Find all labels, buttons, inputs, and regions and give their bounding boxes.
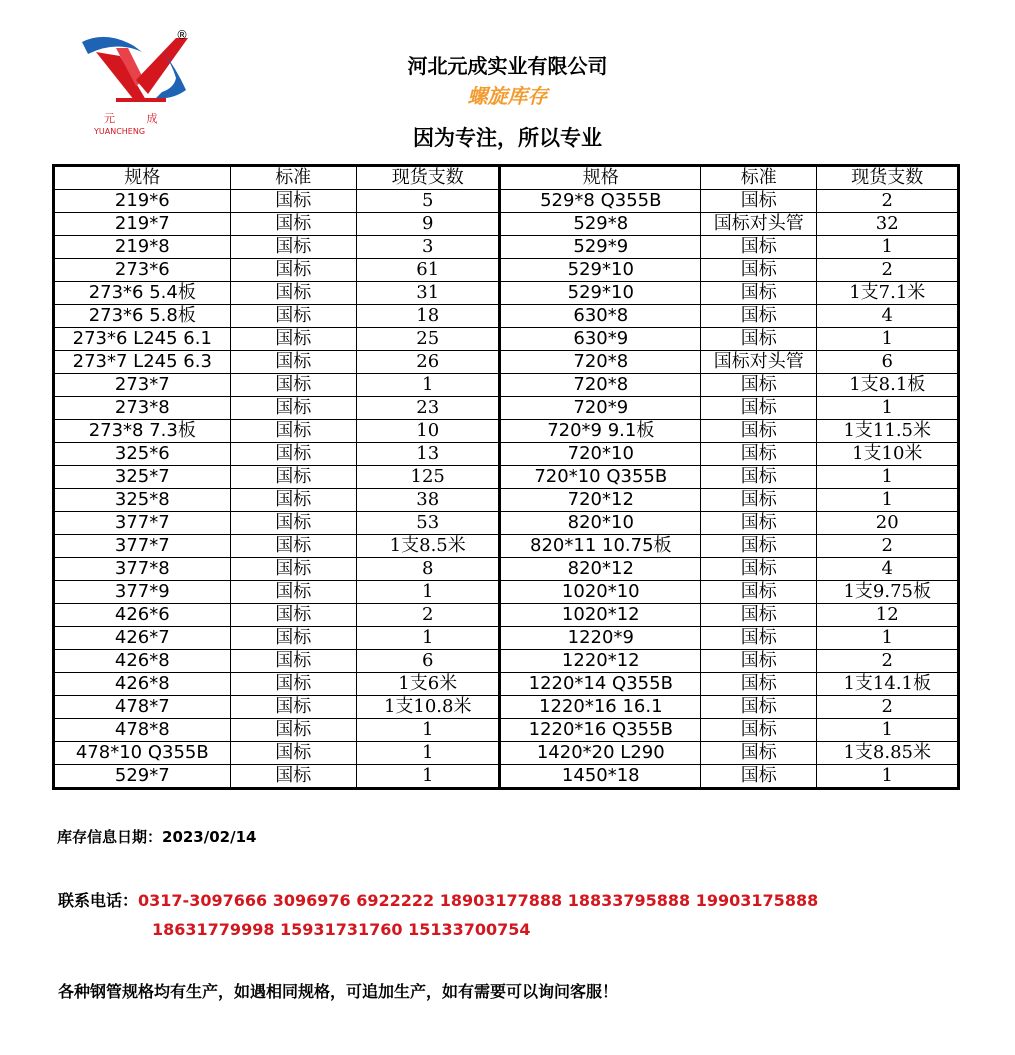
cell-stock: 31 xyxy=(356,282,499,305)
table-row xyxy=(54,650,959,673)
cell-standard: 国标 xyxy=(701,558,817,581)
table-row xyxy=(54,259,959,282)
cell-standard: 国标 xyxy=(701,581,817,604)
cell-standard: 国标 xyxy=(230,696,356,719)
cell-stock: 38 xyxy=(356,489,499,512)
cell-spec: 720*9 9.1板 xyxy=(500,420,701,443)
phone-numbers-1: 0317-3097666 3096976 6922222 18903177888 18833795888 19903175888 xyxy=(138,891,819,910)
cell-spec: 529*8 Q355B xyxy=(500,190,701,213)
cell-stock: 13 xyxy=(356,443,499,466)
cell-stock: 1 xyxy=(817,765,959,789)
cell-spec: 1220*16 Q355B xyxy=(500,719,701,742)
cell-stock: 1 xyxy=(356,581,499,604)
cell-standard: 国标 xyxy=(701,305,817,328)
cell-stock: 18 xyxy=(356,305,499,328)
cell-standard: 国标 xyxy=(230,259,356,282)
cell-standard: 国标 xyxy=(701,397,817,420)
header-stock: 现货支数 xyxy=(817,166,959,190)
table-row xyxy=(54,696,959,719)
cell-standard: 国标 xyxy=(701,443,817,466)
cell-spec: 273*8 7.3板 xyxy=(54,420,231,443)
cell-stock: 53 xyxy=(356,512,499,535)
table-row xyxy=(54,420,959,443)
inventory-date: 库存信息日期：2023/02/14 xyxy=(57,828,257,846)
cell-spec: 1220*14 Q355B xyxy=(500,673,701,696)
cell-stock: 6 xyxy=(817,351,959,374)
cell-stock: 1支10米 xyxy=(817,443,959,466)
header-spec: 规格 xyxy=(500,166,701,190)
cell-stock: 1 xyxy=(356,765,499,789)
cell-stock: 1 xyxy=(817,466,959,489)
cell-standard: 国标 xyxy=(230,581,356,604)
cell-spec: 820*12 xyxy=(500,558,701,581)
cell-stock: 4 xyxy=(817,305,959,328)
header-standard: 标准 xyxy=(230,166,356,190)
table-row xyxy=(54,742,959,765)
company-slogan: 因为专注，所以专业 xyxy=(413,125,602,150)
cell-stock: 1 xyxy=(817,719,959,742)
cell-stock: 20 xyxy=(817,512,959,535)
cell-spec: 426*6 xyxy=(54,604,231,627)
cell-spec: 426*7 xyxy=(54,627,231,650)
cell-standard: 国标 xyxy=(701,650,817,673)
table-row xyxy=(54,512,959,535)
cell-standard: 国标 xyxy=(230,489,356,512)
registered-mark: ® xyxy=(176,28,188,42)
cell-spec: 273*7 L245 6.3 xyxy=(54,351,231,374)
cell-spec: 529*9 xyxy=(500,236,701,259)
cell-spec: 529*10 xyxy=(500,259,701,282)
cell-standard: 国标 xyxy=(230,213,356,236)
cell-spec: 720*10 Q355B xyxy=(500,466,701,489)
cell-spec: 630*9 xyxy=(500,328,701,351)
table-row xyxy=(54,190,959,213)
cell-standard: 国标 xyxy=(701,282,817,305)
cell-spec: 325*6 xyxy=(54,443,231,466)
table-row xyxy=(54,328,959,351)
cell-stock: 1 xyxy=(356,627,499,650)
cell-stock: 125 xyxy=(356,466,499,489)
cell-standard: 国标 xyxy=(230,765,356,789)
cell-standard: 国标 xyxy=(230,719,356,742)
cell-spec: 529*10 xyxy=(500,282,701,305)
cell-standard: 国标 xyxy=(701,627,817,650)
cell-standard: 国标 xyxy=(701,535,817,558)
table-row xyxy=(54,489,959,512)
cell-stock: 1支14.1板 xyxy=(817,673,959,696)
cell-stock: 1 xyxy=(356,374,499,397)
cell-stock: 1支9.75板 xyxy=(817,581,959,604)
cell-spec: 478*10 Q355B xyxy=(54,742,231,765)
table-row xyxy=(54,374,959,397)
cell-spec: 478*7 xyxy=(54,696,231,719)
cell-spec: 720*9 xyxy=(500,397,701,420)
cell-spec: 273*6 5.4板 xyxy=(54,282,231,305)
cell-standard: 国标 xyxy=(701,512,817,535)
cell-stock: 2 xyxy=(817,190,959,213)
cell-spec: 219*8 xyxy=(54,236,231,259)
cell-stock: 6 xyxy=(356,650,499,673)
cell-spec: 1220*12 xyxy=(500,650,701,673)
table-body xyxy=(54,190,959,789)
table-row xyxy=(54,765,959,789)
cell-stock: 2 xyxy=(817,535,959,558)
cell-spec: 1220*16 16.1 xyxy=(500,696,701,719)
cell-spec: 720*8 xyxy=(500,374,701,397)
table-row xyxy=(54,604,959,627)
cell-stock: 1支6米 xyxy=(356,673,499,696)
cell-standard: 国标 xyxy=(230,742,356,765)
cell-stock: 1 xyxy=(817,328,959,351)
table-row xyxy=(54,581,959,604)
cell-stock: 26 xyxy=(356,351,499,374)
cell-standard: 国标 xyxy=(701,696,817,719)
cell-spec: 273*7 xyxy=(54,374,231,397)
cell-standard: 国标 xyxy=(230,328,356,351)
cell-stock: 1 xyxy=(356,719,499,742)
table-row xyxy=(54,535,959,558)
cell-stock: 32 xyxy=(817,213,959,236)
cell-standard: 国标 xyxy=(230,420,356,443)
contact-line-1 xyxy=(58,888,818,911)
cell-standard: 国标对头管 xyxy=(701,351,817,374)
table-header-row xyxy=(54,166,959,190)
logo-chinese-name: 元 成 xyxy=(104,112,172,125)
cell-spec: 529*7 xyxy=(54,765,231,789)
cell-standard: 国标 xyxy=(230,604,356,627)
cell-spec: 273*6 L245 6.1 xyxy=(54,328,231,351)
logo-english-name: YUANCHENG xyxy=(94,127,146,136)
cell-spec: 1020*10 xyxy=(500,581,701,604)
cell-standard: 国标 xyxy=(230,627,356,650)
cell-stock: 10 xyxy=(356,420,499,443)
table-row xyxy=(54,282,959,305)
cell-spec: 273*6 xyxy=(54,259,231,282)
cell-spec: 1450*18 xyxy=(500,765,701,789)
cell-stock: 25 xyxy=(356,328,499,351)
cell-standard: 国标 xyxy=(230,535,356,558)
cell-standard: 国标 xyxy=(230,190,356,213)
cell-stock: 8 xyxy=(356,558,499,581)
cell-spec: 1020*12 xyxy=(500,604,701,627)
cell-standard: 国标 xyxy=(230,282,356,305)
cell-standard: 国标 xyxy=(230,558,356,581)
cell-standard: 国标 xyxy=(701,328,817,351)
cell-stock: 1 xyxy=(817,627,959,650)
cell-spec: 219*6 xyxy=(54,190,231,213)
cell-spec: 325*7 xyxy=(54,466,231,489)
cell-spec: 377*7 xyxy=(54,535,231,558)
header-spec: 规格 xyxy=(54,166,231,190)
cell-spec: 377*9 xyxy=(54,581,231,604)
phone-numbers-2: 18631779998 15931731760 15133700754 xyxy=(152,920,531,939)
cell-standard: 国标 xyxy=(701,489,817,512)
cell-standard: 国标 xyxy=(230,650,356,673)
cell-spec: 1220*9 xyxy=(500,627,701,650)
cell-stock: 1 xyxy=(817,489,959,512)
cell-stock: 23 xyxy=(356,397,499,420)
cell-standard: 国标 xyxy=(230,466,356,489)
cell-stock: 1支7.1米 xyxy=(817,282,959,305)
cell-stock: 9 xyxy=(356,213,499,236)
cell-spec: 426*8 xyxy=(54,673,231,696)
table-row xyxy=(54,397,959,420)
cell-standard: 国标 xyxy=(230,673,356,696)
table-row xyxy=(54,627,959,650)
cell-standard: 国标 xyxy=(701,374,817,397)
cell-stock: 1支8.1板 xyxy=(817,374,959,397)
cell-standard: 国标对头管 xyxy=(701,213,817,236)
cell-standard: 国标 xyxy=(230,374,356,397)
cell-stock: 1支10.8米 xyxy=(356,696,499,719)
cell-spec: 720*10 xyxy=(500,443,701,466)
table-row xyxy=(54,719,959,742)
cell-spec: 630*8 xyxy=(500,305,701,328)
table-row xyxy=(54,236,959,259)
cell-standard: 国标 xyxy=(230,512,356,535)
table-row xyxy=(54,305,959,328)
contact-label: 联系电话： xyxy=(58,891,139,910)
cell-stock: 1支8.85米 xyxy=(817,742,959,765)
header-stock: 现货支数 xyxy=(356,166,499,190)
cell-stock: 1 xyxy=(817,236,959,259)
cell-stock: 1支11.5米 xyxy=(817,420,959,443)
cell-spec: 377*8 xyxy=(54,558,231,581)
table-row xyxy=(54,351,959,374)
cell-spec: 820*11 10.75板 xyxy=(500,535,701,558)
cell-standard: 国标 xyxy=(701,742,817,765)
inventory-table xyxy=(52,164,960,790)
cell-standard: 国标 xyxy=(701,236,817,259)
cell-standard: 国标 xyxy=(230,397,356,420)
cell-stock: 2 xyxy=(817,650,959,673)
cell-spec: 529*8 xyxy=(500,213,701,236)
cell-standard: 国标 xyxy=(701,765,817,789)
cell-spec: 219*7 xyxy=(54,213,231,236)
cell-spec: 325*8 xyxy=(54,489,231,512)
table-row xyxy=(54,213,959,236)
table-row xyxy=(54,558,959,581)
cell-spec: 273*8 xyxy=(54,397,231,420)
cell-stock: 1支8.5米 xyxy=(356,535,499,558)
cell-standard: 国标 xyxy=(701,466,817,489)
cell-stock: 3 xyxy=(356,236,499,259)
cell-standard: 国标 xyxy=(230,351,356,374)
cell-spec: 273*6 5.8板 xyxy=(54,305,231,328)
cell-spec: 478*8 xyxy=(54,719,231,742)
cell-standard: 国标 xyxy=(701,259,817,282)
cell-standard: 国标 xyxy=(230,236,356,259)
table-row xyxy=(54,673,959,696)
cell-spec: 377*7 xyxy=(54,512,231,535)
cell-spec: 426*8 xyxy=(54,650,231,673)
header-standard: 标准 xyxy=(701,166,817,190)
cell-spec: 720*8 xyxy=(500,351,701,374)
document-subtitle: 螺旋库存 xyxy=(467,84,548,108)
cell-standard: 国标 xyxy=(701,190,817,213)
cell-stock: 2 xyxy=(817,696,959,719)
cell-standard: 国标 xyxy=(701,420,817,443)
cell-standard: 国标 xyxy=(701,604,817,627)
cell-stock: 12 xyxy=(817,604,959,627)
cell-stock: 1 xyxy=(817,397,959,420)
cell-spec: 720*12 xyxy=(500,489,701,512)
table-row xyxy=(54,466,959,489)
cell-standard: 国标 xyxy=(701,719,817,742)
cell-stock: 2 xyxy=(356,604,499,627)
cell-stock: 61 xyxy=(356,259,499,282)
cell-spec: 1420*20 L290 xyxy=(500,742,701,765)
cell-stock: 5 xyxy=(356,190,499,213)
cell-standard: 国标 xyxy=(230,443,356,466)
production-note: 各种钢管规格均有生产，如遇相同规格，可追加生产，如有需要可以询问客服！ xyxy=(58,982,619,1001)
table-row xyxy=(54,443,959,466)
cell-standard: 国标 xyxy=(701,673,817,696)
cell-spec: 820*10 xyxy=(500,512,701,535)
cell-stock: 4 xyxy=(817,558,959,581)
cell-standard: 国标 xyxy=(230,305,356,328)
cell-stock: 1 xyxy=(356,742,499,765)
company-name: 河北元成实业有限公司 xyxy=(407,54,608,78)
cell-stock: 2 xyxy=(817,259,959,282)
